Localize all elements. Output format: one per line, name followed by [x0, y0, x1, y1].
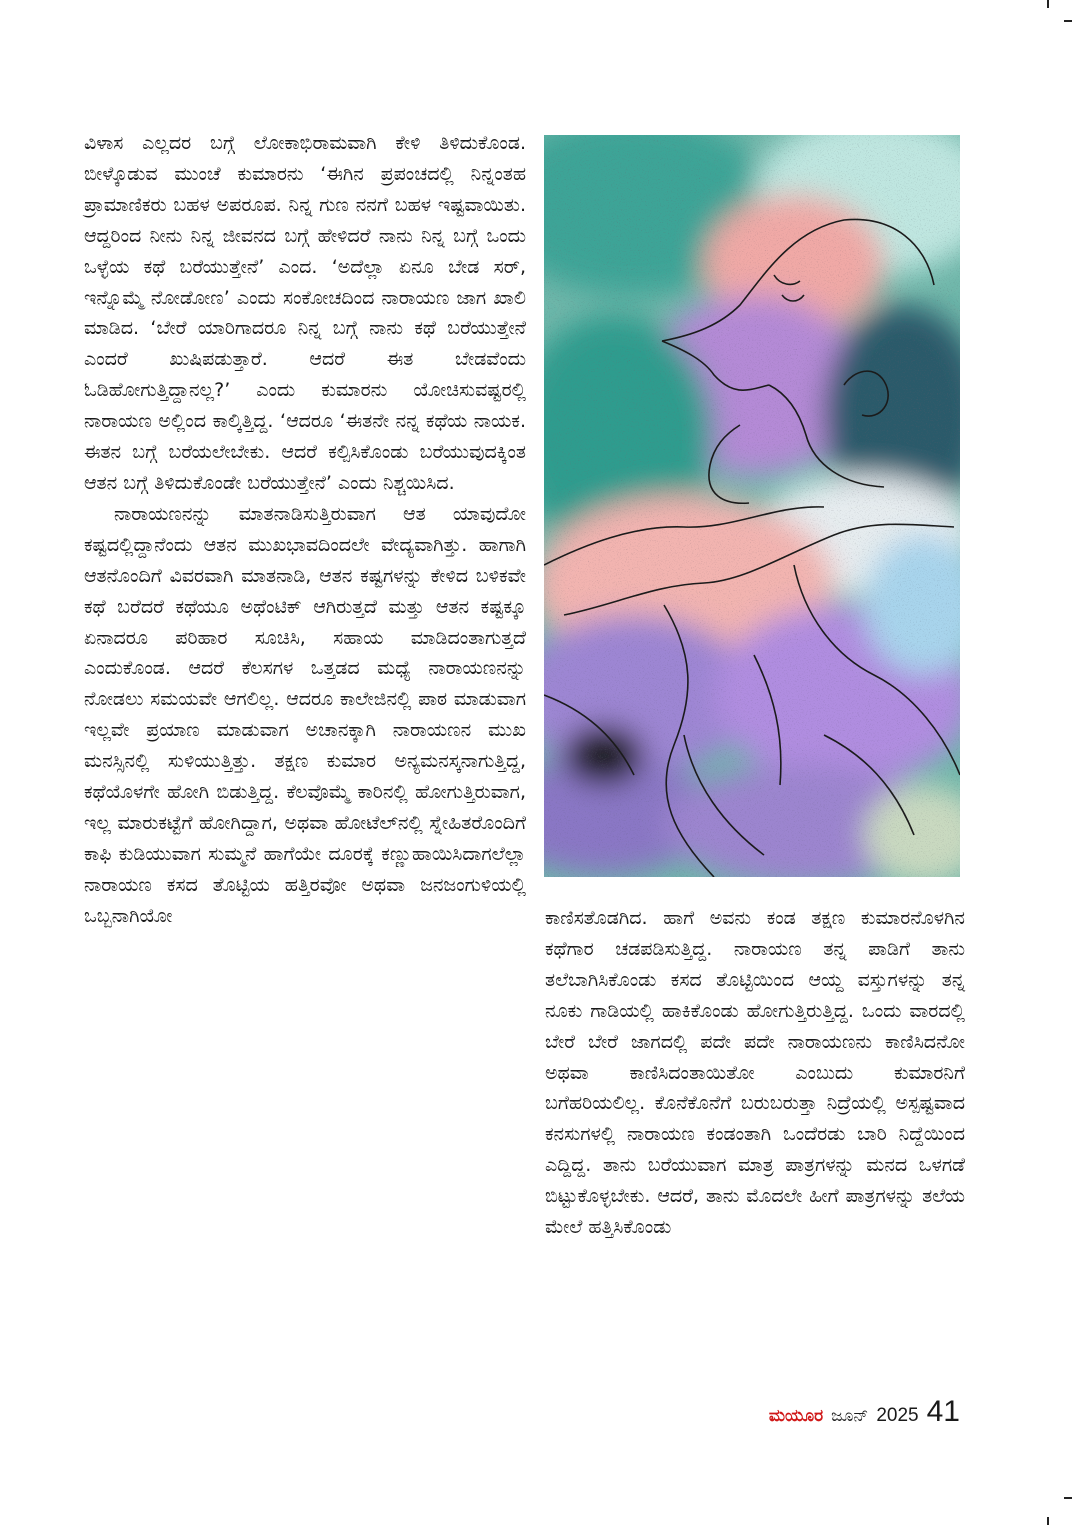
crop-mark-top — [1047, 0, 1049, 8]
magazine-name: ಮಯೂರ — [768, 1406, 824, 1426]
page-footer — [769, 1395, 960, 1429]
article-right-column — [545, 903, 965, 1243]
page-number: 41 — [926, 1395, 960, 1428]
portrait-illustration-icon — [544, 135, 960, 877]
paragraph: ನಾರಾಯಣನನ್ನು ಮಾತನಾಡಿಸುತ್ತಿರುವಾಗ ಆತ ಯಾವುದೋ ಕಷ್ಟದಲ್ಲಿದ್ದಾನೆಂದು ಆತನ ಮುಖಭಾವದಿಂದಲೇ ವೇದ್ಯವಾಗಿತ್ತು. ಹಾಗಾಗಿ ಆತನೊಂದಿಗೆ ವಿವರವಾಗಿ ಮಾತನಾಡಿ, ಆತನ ಕಷ್ಟಗಳನ್ನು ಕೇಳಿದ ಬಳಿಕವೇ ಕಥೆ ಬರೆದರೆ ಕಥೆಯೂ ಅಥೆಂಟಿಕ್ ಆಗಿರುತ್ತದೆ ಮತ್ತು ಆತನ ಕಷ್ಟಕ್ಕೂ ಏನಾದರೂ ಪರಿಹಾರ ಸೂಚಿಸಿ, ಸಹಾಯ ಮಾಡಿದಂತಾಗುತ್ತದೆ ಎಂದುಕೊಂಡ. ಆದರೆ ಕೆಲಸಗಳ ಒತ್ತಡದ ಮಧ್ಯೆ ನಾರಾಯಣನನ್ನು ನೋಡಲು ಸಮಯವೇ ಆಗಲಿಲ್ಲ. ಆದರೂ ಕಾಲೇಜಿನಲ್ಲಿ ಪಾಠ ಮಾಡುವಾಗ ಇಲ್ಲವೇ ಪ್ರಯಾಣ ಮಾಡುವಾಗ ಅಚಾನಕ್ಕಾಗಿ ನಾರಾಯಣನ ಮುಖ ಮನಸ್ಸಿನಲ್ಲಿ ಸುಳಿಯುತ್ತಿತ್ತು. ತಕ್ಷಣ ಕುಮಾರ ಅನ್ಯಮನಸ್ಕನಾಗುತ್ತಿದ್ದ, ಕಥೆಯೊಳಗೇ ಹೋಗಿ ಬಿಡುತ್ತಿದ್ದ. ಕೆಲವೊಮ್ಮೆ ಕಾರಿನಲ್ಲಿ ಹೋಗುತ್ತಿರುವಾಗ, ಇಲ್ಲ ಮಾರುಕಟ್ಟೆಗೆ ಹೋಗಿದ್ದಾಗ, ಅಥವಾ ಹೋಟೆಲ್‌ನಲ್ಲಿ ಸ್ನೇಹಿತರೊಂದಿಗೆ ಕಾಫಿ ಕುಡಿಯುವಾಗ ಸುಮ್ಮನೆ ಹಾಗೆಯೇ ದೂರಕ್ಕೆ ಕಣ್ಣುಹಾಯಿಸಿದಾಗಲೆಲ್ಲಾ ನಾರಾಯಣ ಕಸದ ತೊಟ್ಟಿಯ ಹತ್ತಿರವೋ ಅಥವಾ ಜನಜಂಗುಳಿಯಲ್ಲಿ ಒಬ್ಬನಾಗಿಯೋ — [84, 502, 526, 927]
issue-month: ಜೂನ್ — [831, 1406, 869, 1426]
paragraph: ವಿಳಾಸ ಎಲ್ಲದರ ಬಗ್ಗೆ ಲೋಕಾಭಿರಾಮವಾಗಿ ಕೇಳಿ ತಿಳಿದುಕೊಂಡ. ಬೀಳ್ಕೊಡುವ ಮುಂಚೆ ಕುಮಾರನು ‘ಈಗಿನ ಪ್ರಪಂಚದಲ್ಲಿ ನಿನ್ನಂತಹ ಪ್ರಾಮಾಣಿಕರು ಬಹಳ ಅಪರೂಪ. ನಿನ್ನ ಗುಣ ನನಗೆ ಬಹಳ ಇಷ್ಟವಾಯಿತು. ಆದ್ದರಿಂದ ನೀನು ನಿನ್ನ ಜೀವನದ ಬಗ್ಗೆ ಹೇಳಿದರೆ ನಾನು ನಿನ್ನ ಬಗ್ಗೆ ಒಂದು ಒಳ್ಳೆಯ ಕಥೆ ಬರೆಯುತ್ತೇನೆ’ ಎಂದ. ‘ಅದೆಲ್ಲಾ ಏನೂ ಬೇಡ ಸರ್, ಇನ್ನೊಮ್ಮೆ ನೋಡೋಣ’ ಎಂದು ಸಂಕೋಚದಿಂದ ನಾರಾಯಣ ಜಾಗ ಖಾಲಿ ಮಾಡಿದ. ‘ಬೇರೆ ಯಾರಿಗಾದರೂ ನಿನ್ನ ಬಗ್ಗೆ ನಾನು ಕಥೆ ಬರೆಯುತ್ತೇನೆ ಎಂದರೆ ಖುಷಿಪಡುತ್ತಾರೆ. ಆದರೆ ಈತ ಬೇಡವೆಂದು ಓಡಿಹೋಗುತ್ತಿದ್ದಾನಲ್ಲ?’ ಎಂದು ಕುಮಾರನು ಯೋಚಿಸುವಷ್ಟರಲ್ಲಿ ನಾರಾಯಣ ಅಲ್ಲಿಂದ ಕಾಲ್ಕಿತ್ತಿದ್ದ. ‘ಆದರೂ ‘ಈತನೇ ನನ್ನ ಕಥೆಯ ನಾಯಕ. ಈತನ ಬಗ್ಗೆ ಬರೆಯಲೇಬೇಕು. ಆದರೆ ಕಲ್ಪಿಸಿಕೊಂಡು ಬರೆಯುವುದಕ್ಕಿಂತ ಆತನ ಬಗ್ಗೆ ತಿಳಿದುಕೊಂಡೇ ಬರೆಯುತ್ತೇನೆ’ ಎಂದು ನಿಶ್ಚಯಿಸಿದ. — [84, 132, 526, 494]
crop-mark-right-bottom — [1064, 1497, 1072, 1499]
crop-mark-bottom — [1047, 1517, 1049, 1525]
issue-year: 2025 — [876, 1405, 919, 1426]
article-left-column — [84, 128, 526, 932]
crop-mark-right-top — [1064, 20, 1072, 22]
paragraph: ಕಾಣಿಸತೊಡಗಿದ. ಹಾಗೆ ಅವನು ಕಂಡ ತಕ್ಷಣ ಕುಮಾರನೊಳಗಿನ ಕಥೆಗಾರ ಚಡಪಡಿಸುತ್ತಿದ್ದ. ನಾರಾಯಣ ತನ್ನ ಪಾಡಿಗೆ ತಾನು ತಲೆಬಾಗಿಸಿಕೊಂಡು ಕಸದ ತೊಟ್ಟಿಯಿಂದ ಆಯ್ದ ವಸ್ತುಗಳನ್ನು ತನ್ನ ನೂಕು ಗಾಡಿಯಲ್ಲಿ ಹಾಕಿಕೊಂಡು ಹೋಗುತ್ತಿರುತ್ತಿದ್ದ. ಒಂದು ವಾರದಲ್ಲಿ ಬೇರೆ ಬೇರೆ ಜಾಗದಲ್ಲಿ ಪದೇ ಪದೇ ನಾರಾಯಣನು ಕಾಣಿಸಿದನೋ ಅಥವಾ ಕಾಣಿಸಿದಂತಾಯಿತೋ ಎಂಬುದು ಕುಮಾರನಿಗೆ ಬಗೆಹರಿಯಲಿಲ್ಲ. ಕೊನೆಕೊನೆಗೆ ಬರುಬರುತ್ತಾ ನಿದ್ರೆಯಲ್ಲಿ ಅಸ್ಪಷ್ಟವಾದ ಕನಸುಗಳಲ್ಲಿ ನಾರಾಯಣ ಕಂಡಂತಾಗಿ ಒಂದೆರಡು ಬಾರಿ ನಿದ್ದೆಯಿಂದ ಎದ್ದಿದ್ದ. ತಾನು ಬರೆಯುವಾಗ ಮಾತ್ರ ಪಾತ್ರಗಳನ್ನು ಮನದ ಒಳಗಡೆ ಬಿಟ್ಟುಕೊಳ್ಳಬೇಕು. ಆದರೆ, ತಾನು ಮೊದಲೇ ಹೀಗೆ ಪಾತ್ರಗಳನ್ನು ತಲೆಯ ಮೇಲೆ ಹತ್ತಿಸಿಕೊಂಡು — [545, 907, 965, 1239]
